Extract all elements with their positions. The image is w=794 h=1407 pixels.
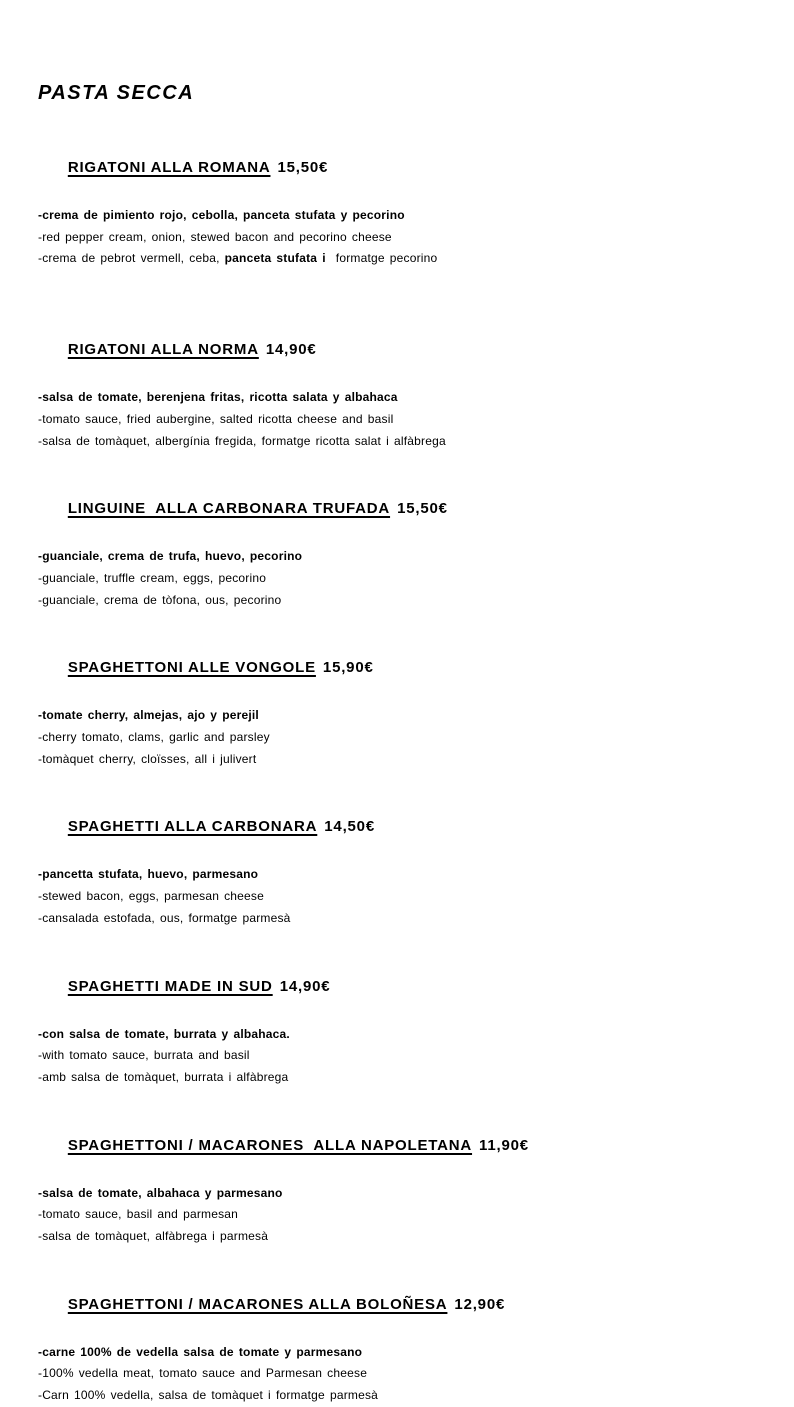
- description-segment: -salsa de tomàquet, alfàbrega i parmesà: [38, 1229, 269, 1244]
- menu-page: [38, 80, 756, 1407]
- menu-item-price: 14,90€: [279, 977, 331, 995]
- menu-item-price: 15,50€: [277, 159, 329, 176]
- menu-item-price: 14,50€: [324, 818, 375, 836]
- menu-item-heading: [38, 314, 756, 386]
- description-segment: -crema de pimiento rojo, cebolla, panceta stufata y pecorino: [38, 208, 405, 222]
- menu-item-price: 15,50€: [397, 500, 448, 518]
- menu-item-descriptions: [38, 387, 756, 452]
- menu-item-descriptions: [38, 1024, 756, 1089]
- description-segment: -tomàquet cherry, cloïsses, all i julivert: [38, 751, 257, 766]
- page-title: PASTA SECCA: [38, 82, 195, 104]
- menu-item-heading: [38, 473, 756, 545]
- description-segment: -red pepper cream, onion, stewed bacon and pecorino cheese: [38, 229, 392, 244]
- menu-item-description-line: [38, 248, 756, 270]
- menu-item-price: 14,90€: [265, 341, 317, 359]
- menu-item-description-line: [38, 409, 756, 431]
- description-segment: -pancetta stufata, huevo, parmesano: [38, 867, 259, 882]
- menu-item-name: RIGATONI ALLA ROMANA: [67, 159, 271, 176]
- menu-item-name: SPAGHETTI MADE IN SUD: [67, 977, 273, 995]
- menu-item-description-line: [38, 590, 756, 612]
- menu-item-description-line: [38, 908, 756, 930]
- description-segment: -cherry tomato, clams, garlic and parsley: [38, 730, 270, 745]
- description-segment: -amb salsa de tomàquet, burrata i alfàbrega: [38, 1069, 289, 1084]
- menu-item-description-line: [38, 1226, 756, 1248]
- menu-item-description-line: [38, 387, 756, 409]
- menu-item: [38, 791, 756, 929]
- menu-item-description-line: [38, 1385, 756, 1407]
- menu-item-descriptions: [38, 864, 756, 929]
- menu-item-description-line: [38, 546, 756, 568]
- description-segment: -guanciale, crema de trufa, huevo, pecorino: [38, 549, 303, 564]
- description-segment: -stewed bacon, eggs, parmesan cheese: [38, 889, 264, 904]
- menu-item: [38, 314, 756, 452]
- menu-item-descriptions: [38, 705, 756, 770]
- menu-item-heading: [38, 132, 756, 204]
- menu-item-description-line: [38, 1183, 756, 1205]
- menu-item-description-line: [38, 568, 756, 590]
- menu-item-description-line: [38, 1045, 756, 1067]
- menu-item-name: SPAGHETTONI ALLE VONGOLE: [67, 659, 316, 677]
- description-segment: -guanciale, crema de tòfona, ous, pecorino: [38, 592, 282, 607]
- menu-item-description-line: [38, 1363, 756, 1385]
- description-segment: -Carn 100% vedella, salsa de tomàquet i formatge parmesà: [38, 1388, 379, 1403]
- menu-item-name: SPAGHETTONI / MACARONES ALLA NAPOLETANA: [67, 1136, 473, 1154]
- menu-item: [38, 132, 756, 270]
- menu-item-descriptions: [38, 1342, 756, 1407]
- menu-item: [38, 951, 756, 1089]
- menu-item-heading: [38, 632, 756, 704]
- menu-item-description-line: [38, 431, 756, 453]
- menu-item-heading: [38, 951, 756, 1023]
- menu-item-description-line: [38, 705, 756, 727]
- description-segment: -salsa de tomate, albahaca y parmesano: [38, 1185, 283, 1200]
- menu-item-heading: [38, 791, 756, 863]
- description-segment: -tomate cherry, almejas, ajo y perejil: [38, 708, 259, 723]
- description-segment: -tomato sauce, fried aubergine, salted ricotta cheese and basil: [38, 411, 394, 426]
- description-segment: -cansalada estofada, ous, formatge parmesà: [38, 910, 291, 925]
- menu-items: [38, 132, 756, 1407]
- description-segment: -con salsa de tomate, burrata y albahaca.: [38, 1026, 290, 1041]
- description-segment: formatge pecorino: [325, 251, 438, 266]
- menu-item-price: 15,90€: [322, 659, 374, 677]
- menu-item-description-line: [38, 749, 756, 771]
- menu-item-description-line: [38, 1024, 756, 1046]
- menu-item-heading: [38, 1269, 756, 1341]
- description-segment: -salsa de tomate, berenjena fritas, ricotta salata y albahaca: [38, 390, 398, 405]
- menu-item-descriptions: [38, 546, 756, 611]
- menu-item-description-line: [38, 727, 756, 749]
- menu-item-description-line: [38, 864, 756, 886]
- menu-item-name: RIGATONI ALLA NORMA: [67, 341, 259, 359]
- menu-item-description-line: [38, 1342, 756, 1364]
- menu-item: [38, 1269, 756, 1407]
- menu-item-description-line: [38, 886, 756, 908]
- menu-item-descriptions: [38, 205, 756, 270]
- menu-item: [38, 632, 756, 770]
- description-segment: -carne 100% de vedella salsa de tomate y parmesano: [38, 1344, 363, 1359]
- menu-item-name: LINGUINE ALLA CARBONARA TRUFADA: [67, 500, 391, 518]
- description-segment: panceta stufata i: [224, 251, 326, 266]
- menu-item: [38, 1110, 756, 1248]
- menu-item-price: 12,90€: [454, 1295, 506, 1313]
- description-segment: -salsa de tomàquet, albergínia fregida, formatge ricotta salat i alfàbrega: [38, 433, 446, 448]
- description-segment: -guanciale, truffle cream, eggs, pecorino: [38, 570, 267, 585]
- menu-item-description-line: [38, 1067, 756, 1089]
- description-segment: -with tomato sauce, burrata and basil: [38, 1048, 250, 1063]
- menu-item-description-line: [38, 205, 756, 227]
- menu-item-price: 11,90€: [479, 1136, 529, 1154]
- menu-item-heading: [38, 1110, 756, 1182]
- menu-item-name: SPAGHETTI ALLA CARBONARA: [67, 818, 318, 836]
- menu-item-name: SPAGHETTONI / MACARONES ALLA BOLOÑESA: [67, 1295, 448, 1313]
- menu-item: [38, 473, 756, 611]
- menu-item-description-line: [38, 227, 756, 249]
- menu-item-descriptions: [38, 1183, 756, 1248]
- description-segment: -100% vedella meat, tomato sauce and Parmesan cheese: [38, 1366, 368, 1381]
- description-segment: -crema de pebrot vermell, ceba,: [38, 251, 225, 266]
- menu-item-description-line: [38, 1204, 756, 1226]
- description-segment: -tomato sauce, basil and parmesan: [38, 1207, 239, 1222]
